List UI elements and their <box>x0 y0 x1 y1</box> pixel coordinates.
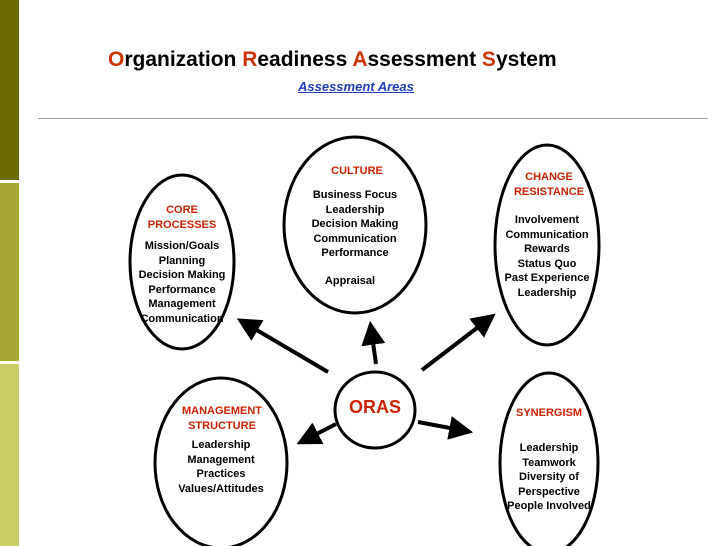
list-item: Perspective <box>518 485 580 498</box>
list-item: Values/Attitudes <box>178 482 264 495</box>
list-item: Planning <box>158 254 206 267</box>
list-item: Leadership <box>325 203 385 216</box>
title-line: STRUCTURE <box>188 419 256 432</box>
list-item: Diversity of <box>519 471 579 483</box>
title-line: CORE <box>166 204 198 216</box>
culture-extra-item: Appraisal <box>324 275 376 287</box>
management-structure-title <box>170 404 274 433</box>
list-item: Decision Making <box>311 218 399 230</box>
core-processes-title <box>132 203 232 232</box>
change-resistance-title <box>497 170 601 199</box>
list-item: Rewards <box>524 243 570 255</box>
arrow-to-change-resistance <box>422 318 490 370</box>
title-initial: S <box>481 48 496 71</box>
list-item: Management <box>148 298 216 310</box>
list-item: Status Quo <box>517 257 577 270</box>
list-item: Communication <box>140 312 224 325</box>
list-item: Involvement <box>514 214 580 226</box>
list-item: Leadership <box>517 286 577 299</box>
core-processes-items <box>130 239 234 326</box>
title-line: MANAGEMENT <box>181 405 263 417</box>
oras-center-label: ORAS <box>348 397 401 417</box>
subtitle-link[interactable]: Assessment Areas <box>298 79 414 94</box>
arrow-to-core-processes <box>243 322 328 372</box>
list-item: Communication <box>505 228 589 241</box>
title-line: CULTURE <box>331 165 383 177</box>
arrow-to-culture <box>371 328 376 364</box>
title-word: ssessment <box>367 48 477 71</box>
title-word: ystem <box>495 48 557 71</box>
list-item: Mission/Goals <box>144 240 220 252</box>
synergism-title <box>497 406 601 421</box>
change-resistance-items <box>495 213 599 300</box>
arrow-to-management-structure <box>303 424 336 441</box>
list-item: Decision Making <box>138 269 226 281</box>
title-line: CHANGE <box>525 171 573 183</box>
list-item: Performance <box>321 247 389 259</box>
title-line: PROCESSES <box>147 218 217 231</box>
list-item: Management <box>187 453 255 466</box>
list-item: People Involved <box>507 500 591 512</box>
list-item: Leadership <box>191 439 251 451</box>
culture-title <box>305 164 409 179</box>
list-item: Communication <box>313 232 397 245</box>
synergism-items <box>497 441 601 514</box>
arrow-to-synergism <box>418 422 466 431</box>
culture-items <box>303 188 407 261</box>
title-initial: R <box>242 48 258 71</box>
title-line: RESISTANCE <box>513 185 585 198</box>
list-item: Performance <box>148 283 216 296</box>
title-word: eadiness <box>257 48 348 71</box>
list-item: Past Experience <box>504 272 590 284</box>
list-item: Practices <box>196 468 246 480</box>
list-item: Leadership <box>519 442 579 454</box>
title-initial: O <box>108 48 125 71</box>
management-structure-items <box>169 438 273 496</box>
title-word: rganization <box>124 48 237 71</box>
title-line: SYNERGISM <box>515 407 582 419</box>
list-item: Teamwork <box>522 456 576 469</box>
title-initial: A <box>352 48 368 71</box>
list-item: Business Focus <box>312 189 398 201</box>
